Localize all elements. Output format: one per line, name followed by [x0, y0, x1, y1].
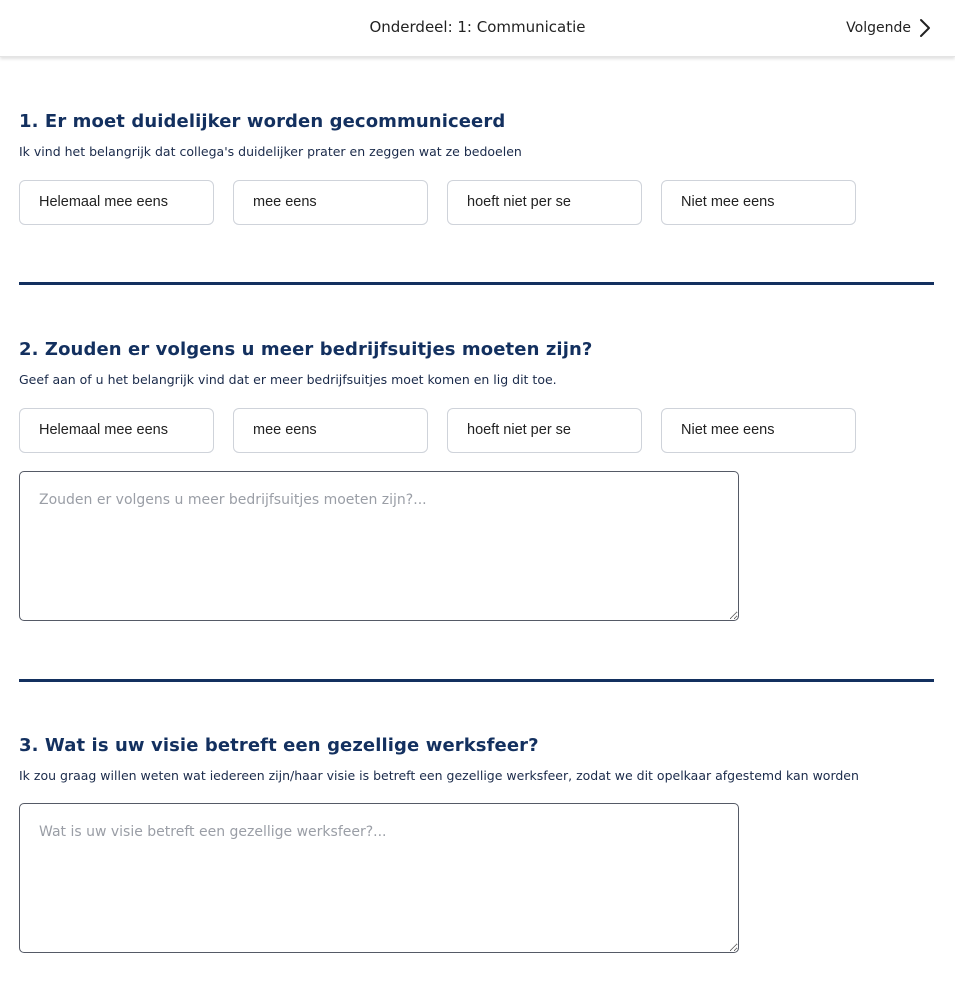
option-helemaal-mee-eens[interactable]: Helemaal mee eens [19, 180, 214, 225]
next-button[interactable] [846, 14, 931, 42]
question-1-description: Ik vind het belangrijk dat collega's duidelijker prater en zeggen wat ze bedoelen [19, 144, 522, 159]
top-bar [0, 0, 955, 57]
question-2-options [19, 408, 934, 453]
question-2-answer-field[interactable] [19, 471, 739, 621]
option-hoeft-niet-per-se[interactable]: hoeft niet per se [447, 180, 642, 225]
option-hoeft-niet-per-se[interactable]: hoeft niet per se [447, 408, 642, 453]
question-1-title: 1. Er moet duidelijker worden gecommuniceerd [19, 111, 506, 132]
next-label: Volgende [846, 20, 911, 36]
section-divider [19, 282, 934, 285]
question-2-description: Geef aan of u het belangrijk vind dat er meer bedrijfsuitjes moet komen en lig dit toe. [19, 372, 557, 387]
section-divider [19, 679, 934, 682]
section-title: Onderdeel: 1: Communicatie [369, 18, 586, 36]
option-niet-mee-eens[interactable]: Niet mee eens [661, 408, 856, 453]
option-mee-eens[interactable]: mee eens [233, 408, 428, 453]
option-mee-eens[interactable]: mee eens [233, 180, 428, 225]
option-niet-mee-eens[interactable]: Niet mee eens [661, 180, 856, 225]
question-3 [19, 735, 934, 953]
chevron-right-icon [919, 18, 931, 38]
question-3-answer-field[interactable] [19, 803, 739, 953]
question-3-title: 3. Wat is uw visie betreft een gezellige werksfeer? [19, 735, 539, 756]
question-2 [19, 339, 934, 621]
question-3-description: Ik zou graag willen weten wat iedereen zijn/haar visie is betreft een gezellige werksfeer, zodat we dit opelkaar afgestemd kan worden [19, 768, 859, 783]
question-2-title: 2. Zouden er volgens u meer bedrijfsuitjes moeten zijn? [19, 339, 593, 360]
question-1 [19, 111, 934, 225]
option-helemaal-mee-eens[interactable]: Helemaal mee eens [19, 408, 214, 453]
question-1-options [19, 180, 934, 225]
